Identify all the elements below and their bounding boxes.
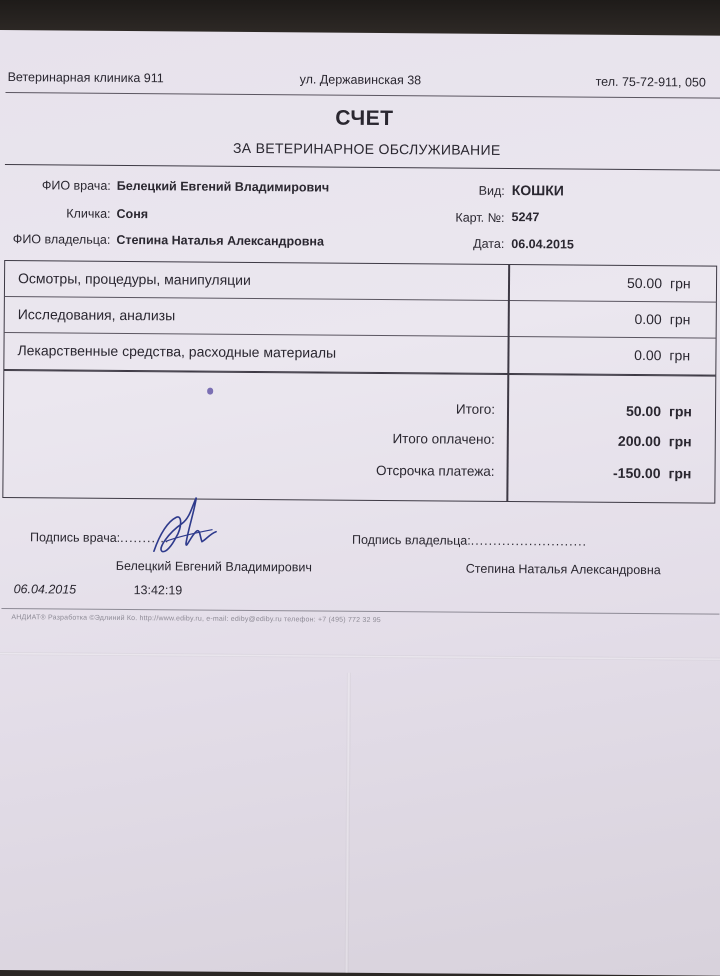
deferred-value: -150.00 [612,464,661,482]
doctor-signature-scribble [146,493,237,564]
total-currency: грн [668,403,692,420]
pet-name-label: Кличка: [66,206,111,221]
card-number-label: Карт. №: [455,210,505,225]
paper-fold-horizontal [0,652,720,661]
doctor-value: Белецкий Евгений Владимирович [116,178,330,195]
header-divider [6,92,720,99]
service-currency: грн [669,347,691,364]
species-value: КОШКИ [511,182,564,199]
doctor-label: ФИО врача: [41,178,111,193]
info-box [4,164,720,267]
paid-currency: грн [668,433,692,450]
owner-label: ФИО владельца: [12,232,111,247]
invoice-paper [0,30,720,976]
service-name: Осмотры, процедуры, манипуляции [17,270,251,288]
print-time: 13:42:19 [133,583,183,598]
clinic-name: Ветеринарная клиника 911 [7,70,164,86]
doctor-full-name: Белецкий Евгений Владимирович [115,558,312,575]
total-label: Итого: [455,401,496,417]
date-value: 06.04.2015 [511,237,574,252]
software-footer: АНДИАТ® Разработка ©Эдлиний Ко. http://www.ediby.ru, e-mail: ediby@ediby.ru телефон: +7 (495) 772 32 95 [11,614,381,625]
owner-value: Степина Наталья Александровна [116,232,325,249]
owner-full-name: Степина Наталья Александровна [465,561,661,578]
print-date: 06.04.2015 [13,582,77,597]
deferred-currency: грн [668,465,692,482]
species-label: Вид: [478,183,505,198]
invoice-title: СЧЕТ [335,106,394,131]
card-number-value: 5247 [511,210,540,225]
paid-label: Итого оплачено: [392,431,495,447]
service-name: Лекарственные средства, расходные материалы [17,342,337,361]
service-currency: грн [669,311,691,328]
paper-fold-vertical [345,673,351,973]
service-amount: 0.00 [634,346,662,364]
service-name: Исследования, анализы [17,306,176,324]
deferred-label: Отсрочка платежа: [375,462,495,479]
ink-dot [207,388,213,395]
invoice-subtitle: ЗА ВЕТЕРИНАРНОЕ ОБСЛУЖИВАНИЕ [233,139,501,158]
date-label: Дата: [473,236,505,251]
service-amount: 50.00 [626,274,663,292]
total-value: 50.00 [625,402,662,420]
doctor-signature-label: Подпись врача:........... [29,530,170,546]
footer-divider [1,608,719,615]
service-amount: 0.00 [634,310,662,328]
pet-name-value: Соня [116,206,149,222]
clinic-phone: тел. 75-72-911, 050 [595,74,706,90]
service-currency: грн [669,275,691,292]
clinic-address: ул. Державинская 38 [299,72,422,88]
paid-value: 200.00 [617,432,661,450]
owner-signature-label: Подпись владельца:.......................... [351,532,588,549]
